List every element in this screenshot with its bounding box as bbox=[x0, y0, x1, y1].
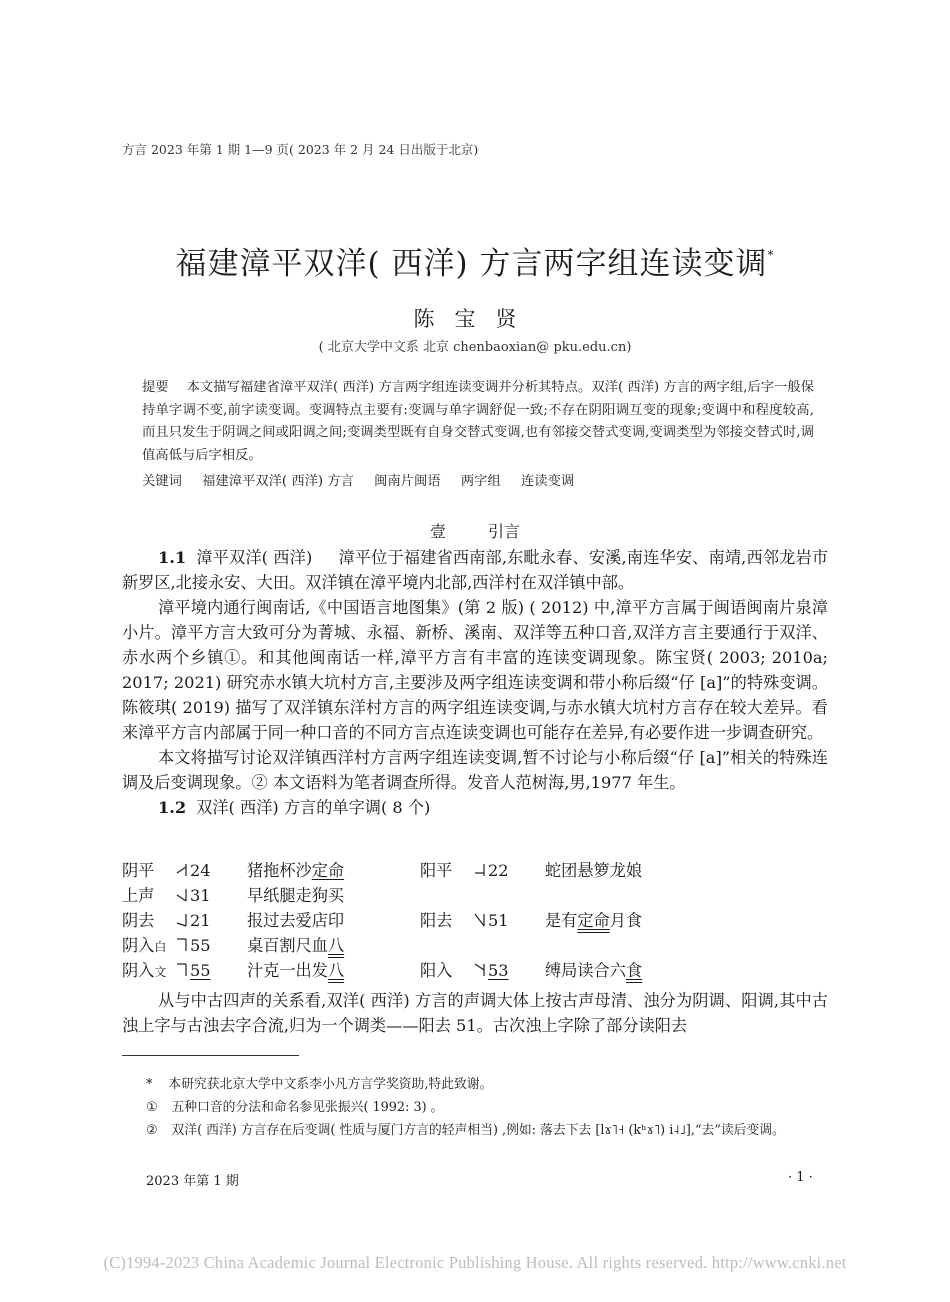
tone-value bbox=[176, 958, 211, 983]
footnote-mark: ① bbox=[146, 1100, 158, 1115]
paragraph: 漳平位于福建省西南部,东毗永春、安溪,南连华安、南靖,西邻龙岩市新罗区,北接永安、大田。双洋镇在漳平境内北部,西洋村在双洋镇中部。 bbox=[122, 548, 829, 592]
body-text bbox=[122, 545, 828, 820]
abstract-label: 提要 bbox=[142, 380, 169, 395]
underlined-morpheme: 定命 bbox=[577, 911, 610, 930]
tone-entry bbox=[122, 933, 422, 958]
tone-entry bbox=[122, 908, 422, 933]
footnotes bbox=[122, 1073, 828, 1142]
paper-title bbox=[0, 238, 950, 283]
keywords bbox=[142, 470, 590, 489]
tone-examples: 汁克一出发八 bbox=[247, 961, 345, 980]
tone-letter-icon bbox=[474, 862, 486, 879]
tone-name: 阴平 bbox=[122, 861, 155, 880]
footnote bbox=[122, 1073, 828, 1096]
underlined-morpheme: 八 bbox=[327, 961, 345, 980]
tone-letter-icon bbox=[176, 862, 188, 879]
author-name: 陈宝贤 bbox=[413, 307, 537, 331]
tone-examples: 早纸腿走狗买 bbox=[247, 886, 345, 905]
tone-name: 上声 bbox=[122, 886, 155, 905]
copyright-watermark: (C)1994-2023 China Academic Journal Electronic Publishing House. All rights reserved. http://www.cnki.net bbox=[103, 1253, 847, 1272]
tone-entry bbox=[420, 908, 720, 933]
keyword: 闽南片闽语 bbox=[374, 474, 441, 489]
tone-name: 阴入文 bbox=[122, 961, 167, 980]
tone-letter-icon bbox=[176, 937, 188, 954]
tone-value bbox=[176, 908, 211, 933]
section-title: 引言 bbox=[488, 522, 521, 541]
footnote-mark: * bbox=[146, 1077, 153, 1092]
tone-value bbox=[474, 958, 509, 983]
tone-examples: 报过去爱店印 bbox=[247, 911, 345, 930]
tone-number: 31 bbox=[190, 886, 211, 905]
tone-examples: 桌百割尺血八 bbox=[247, 936, 345, 955]
footnote-text: 双洋( 西洋) 方言存在后变调( 性质与厦门方言的轻声相当) ,例如: 落去下去 [lɤ˥˧ (kʰɤ˥) i˨˩],“去”读后变调。 bbox=[171, 1123, 785, 1138]
page-number: · 1 · bbox=[788, 1170, 813, 1185]
tone-examples: 缚局读合六食 bbox=[545, 961, 643, 980]
underlined-morpheme: 食 bbox=[625, 961, 643, 980]
tone-letter-icon bbox=[176, 887, 188, 904]
tone-entry bbox=[122, 958, 422, 983]
footnote bbox=[122, 1096, 828, 1119]
tone-name: 阳平 bbox=[420, 861, 453, 880]
running-head: 方言 2023 年第 1 期 1—9 页( 2023 年 2 月 24 日出版于北京) bbox=[122, 142, 479, 157]
keywords-label: 关键词 bbox=[142, 474, 182, 489]
section-heading bbox=[0, 519, 950, 542]
subsection-title: 漳平双洋( 西洋) bbox=[196, 548, 313, 567]
footnote-rule bbox=[122, 1055, 299, 1056]
subsection-number: 1.2 bbox=[158, 798, 187, 817]
underlined-morpheme: 定命 bbox=[311, 861, 345, 880]
tone-letter-icon bbox=[474, 962, 486, 979]
tone-entry bbox=[122, 883, 422, 908]
tone-name: 阳去 bbox=[420, 911, 453, 930]
tone-number: 55 bbox=[190, 936, 211, 955]
paragraph: 漳平境内通行闽南话,《中国语言地图集》(第 2 版) ( 2012) 中,漳平方言属于闽语闽南片泉漳小片。漳平方言大致可分为菁城、永福、新桥、溪南、双洋等五种口音,双洋方言主要通行于双洋、赤水两个乡镇①。和其他闽南话一样,漳平方言有丰富的连读变调现象。陈宝贤( 2003; 2010a; 2017; 2021) 研究赤水镇大坑村方言,主要涉及两字组连读变调和带小称后缀“仔 [a]”的特殊变调。陈筱琪( 2019) 描写了双洋镇东洋村方言的两字组连读变调,与赤水镇大坑村方言存在较大差异。看来漳平方言内部属于同一种口音的不同方言点连读变调也可能存在差异,有必要作进一步调查研究。 bbox=[122, 598, 828, 742]
footnote-mark: ② bbox=[146, 1123, 158, 1138]
tone-value bbox=[176, 883, 211, 908]
footnote-text: 五种口音的分法和命名参见张振兴( 1992: 3) 。 bbox=[171, 1100, 444, 1115]
subsection-title: 双洋( 西洋) 方言的单字调( 8 个) bbox=[196, 798, 431, 817]
tone-letter-icon bbox=[176, 912, 188, 929]
tone-letter-icon bbox=[474, 912, 486, 929]
subsection-number: 1.1 bbox=[158, 548, 187, 567]
subsection-heading bbox=[122, 795, 828, 820]
title-footnote-mark: * bbox=[767, 247, 775, 262]
paragraph: 本文将描写讨论双洋镇西洋村方言两字组连读变调,暂不讨论与小称后缀“仔 [a]”相关的特殊连调及后变调现象。② 本文语料为笔者调查所得。发音人范树海,男,1977 年生。 bbox=[122, 748, 828, 792]
abstract-text: 本文描写福建省漳平双洋( 西洋) 方言两字组连读变调并分析其特点。双洋( 西洋) 方言的两字组,后字一般保持单字调不变,前字读变调。变调特点主要有:变调与单字调舒促一致;不存在阴阳调互变的现象;变调中和程度较高,而且只发生于阴调之间或阳调之间;变调类型既有自身交替式变调,也有邻接交替式变调,变调类型为邻接交替式时,调值高低与后字相反。 bbox=[142, 380, 815, 463]
title-text: 福建漳平双洋( 西洋) 方言两字组连读变调 bbox=[175, 246, 768, 282]
keyword: 连读变调 bbox=[521, 474, 575, 489]
closing-paragraph bbox=[122, 988, 828, 1038]
affiliation: ( 北京大学中文系 北京 chenbaoxian@ pku.edu.cn) bbox=[318, 340, 632, 355]
abstract bbox=[142, 377, 814, 467]
tone-examples: 猪拖杯沙定命 bbox=[247, 861, 345, 880]
tone-examples: 蛇团悬箩龙娘 bbox=[545, 861, 643, 880]
tone-name: 阴入白 bbox=[122, 936, 167, 955]
tone-number: 51 bbox=[488, 911, 509, 930]
tone-number: 55 bbox=[190, 961, 211, 980]
tone-number: 21 bbox=[190, 911, 211, 930]
tone-examples: 是有定命月食 bbox=[545, 911, 643, 930]
footer-issue: 2023 年第 1 期 bbox=[146, 1174, 239, 1189]
tone-value bbox=[176, 858, 211, 883]
tone-number: 53 bbox=[488, 961, 509, 980]
tone-subtype: 白 bbox=[154, 940, 167, 954]
tone-entry bbox=[420, 958, 720, 983]
keyword: 两字组 bbox=[460, 474, 501, 489]
paragraph: 从与中古四声的关系看,双洋( 西洋) 方言的声调大体上按古声母清、浊分为阴调、阳调,其中古浊上字与古浊去字合流,归为一个调类——阳去 51。古次浊上字除了部分读阳去 bbox=[122, 991, 828, 1035]
keyword: 福建漳平双洋( 西洋) 方言 bbox=[202, 474, 354, 489]
tone-value bbox=[474, 858, 509, 883]
footnote-text: 本研究获北京大学中文系李小凡方言学奖资助,特此致谢。 bbox=[168, 1077, 493, 1092]
tone-name: 阴去 bbox=[122, 911, 155, 930]
section-number: 壹 bbox=[429, 522, 446, 541]
paragraph-1-1 bbox=[122, 545, 828, 595]
tone-name: 阳入 bbox=[420, 961, 453, 980]
tone-entry bbox=[420, 858, 720, 883]
tone-value bbox=[176, 933, 211, 958]
tone-entry bbox=[122, 858, 422, 883]
tone-subtype: 文 bbox=[154, 965, 167, 979]
tone-letter-icon bbox=[176, 962, 188, 979]
tone-number: 22 bbox=[488, 861, 509, 880]
tone-number: 24 bbox=[190, 861, 211, 880]
underlined-morpheme: 八 bbox=[327, 936, 345, 955]
tone-value bbox=[474, 908, 509, 933]
footnote bbox=[122, 1119, 828, 1142]
